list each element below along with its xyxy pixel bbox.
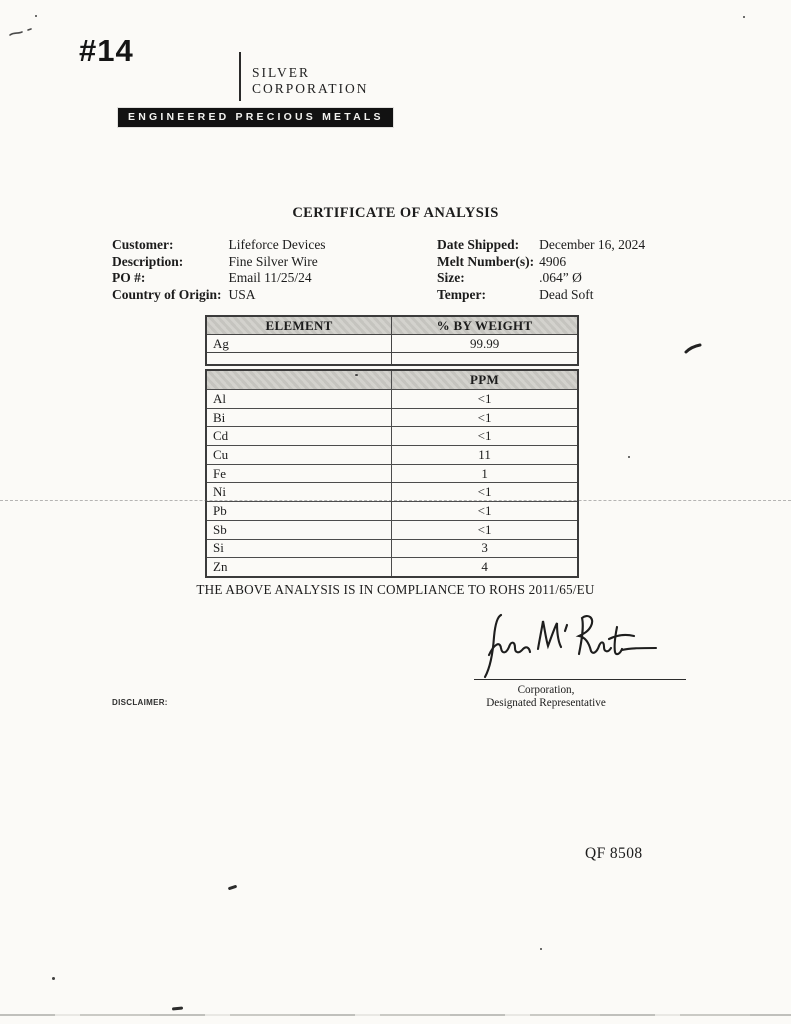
country-origin-value: USA [228, 286, 256, 302]
value-cell: 11 [392, 446, 578, 465]
shipment-info-block [437, 237, 645, 303]
table-row [206, 427, 578, 446]
handwritten-page-number: #14 [79, 33, 134, 68]
ppm-column-header: PPM [392, 370, 578, 390]
scan-speck [743, 16, 745, 18]
table-row [206, 520, 578, 539]
value-cell: 3 [392, 539, 578, 558]
scan-artifact-dash-mark [678, 342, 704, 356]
element-column-header: ELEMENT [206, 316, 392, 335]
value-cell: <1 [392, 390, 578, 409]
temper-label: Temper: [437, 286, 486, 302]
ppm-blank-header [206, 370, 392, 390]
table-row [206, 539, 578, 558]
scan-artifact-pen-squiggle [8, 24, 48, 40]
table-row [206, 390, 578, 409]
rohs-compliance-statement: THE ABOVE ANALYSIS IS IN COMPLIANCE TO ROHS 2011/65/EU [196, 582, 595, 597]
table-row [206, 335, 578, 353]
table-row [206, 483, 578, 502]
weight-table [205, 315, 579, 366]
size-value: .064” Ø [539, 270, 582, 286]
empty-table-row [206, 353, 578, 366]
element-cell: Cd [206, 427, 392, 446]
empty-cell [392, 353, 578, 366]
analysis-table [205, 315, 579, 578]
element-cell: Ni [206, 483, 392, 502]
po-number-value: Email 11/25/24 [228, 270, 312, 286]
logo-tagline-banner: ENGINEERED PRECIOUS METALS [118, 108, 393, 127]
size-label: Size: [437, 270, 465, 286]
company-logo [239, 52, 369, 101]
form-number: QF 8508 [585, 845, 643, 862]
element-cell: Al [206, 390, 392, 409]
description-label: Description: [112, 253, 184, 269]
signature-caption-line2: Designated Representative [486, 697, 606, 709]
value-cell: <1 [392, 483, 578, 502]
logo-line-silver: SILVER [252, 65, 311, 80]
disclaimer-label: DISCLAIMER: [112, 698, 168, 707]
table-row [206, 502, 578, 521]
element-cell: Si [206, 539, 392, 558]
element-cell: Cu [206, 446, 392, 465]
document-title: CERTIFICATE OF ANALYSIS [292, 205, 499, 221]
scan-speck [628, 456, 630, 458]
date-shipped-label: Date Shipped: [437, 237, 520, 252]
customer-label: Customer: [112, 237, 174, 252]
weight-table-header-row [206, 316, 578, 335]
element-cell: Sb [206, 520, 392, 539]
ppm-table [205, 369, 579, 578]
scan-dash [172, 1006, 183, 1010]
table-row [206, 446, 578, 465]
weight-column-header: % BY WEIGHT [392, 316, 578, 335]
scan-speck [52, 977, 55, 980]
description-value: Fine Silver Wire [228, 253, 318, 269]
empty-cell [206, 353, 392, 366]
scan-speck [540, 948, 542, 950]
table-row [206, 464, 578, 483]
signature-caption [446, 684, 646, 710]
logo-line-corporation: CORPORATION [252, 80, 369, 96]
table-row [206, 408, 578, 427]
value-cell: <1 [392, 502, 578, 521]
signature-line [474, 679, 686, 680]
signature-caption-line1: Corporation, [517, 684, 575, 696]
value-cell: 4 [392, 558, 578, 577]
date-shipped-value: December 16, 2024 [539, 237, 646, 252]
signature-handwriting [468, 608, 663, 682]
element-cell: Bi [206, 408, 392, 427]
customer-info-block [112, 237, 326, 303]
customer-value: Lifeforce Devices [228, 237, 326, 252]
element-cell: Pb [206, 502, 392, 521]
element-cell: Fe [206, 464, 392, 483]
value-cell: <1 [392, 427, 578, 446]
scan-dash [228, 885, 237, 891]
scan-artifact-bottom-edge [0, 1014, 791, 1016]
element-cell: Zn [206, 558, 392, 577]
value-cell: <1 [392, 520, 578, 539]
scan-speck [35, 15, 37, 17]
country-origin-label: Country of Origin: [112, 286, 222, 302]
element-cell: Ag [206, 335, 392, 353]
value-cell: 99.99 [392, 335, 578, 353]
value-cell: <1 [392, 408, 578, 427]
po-number-label: PO #: [112, 270, 146, 286]
table-row [206, 558, 578, 577]
value-cell: 1 [392, 464, 578, 483]
ppm-table-header-row [206, 370, 578, 390]
melt-number-label: Melt Number(s): [437, 253, 535, 269]
temper-value: Dead Soft [539, 286, 594, 302]
melt-number-value: 4906 [539, 253, 567, 269]
